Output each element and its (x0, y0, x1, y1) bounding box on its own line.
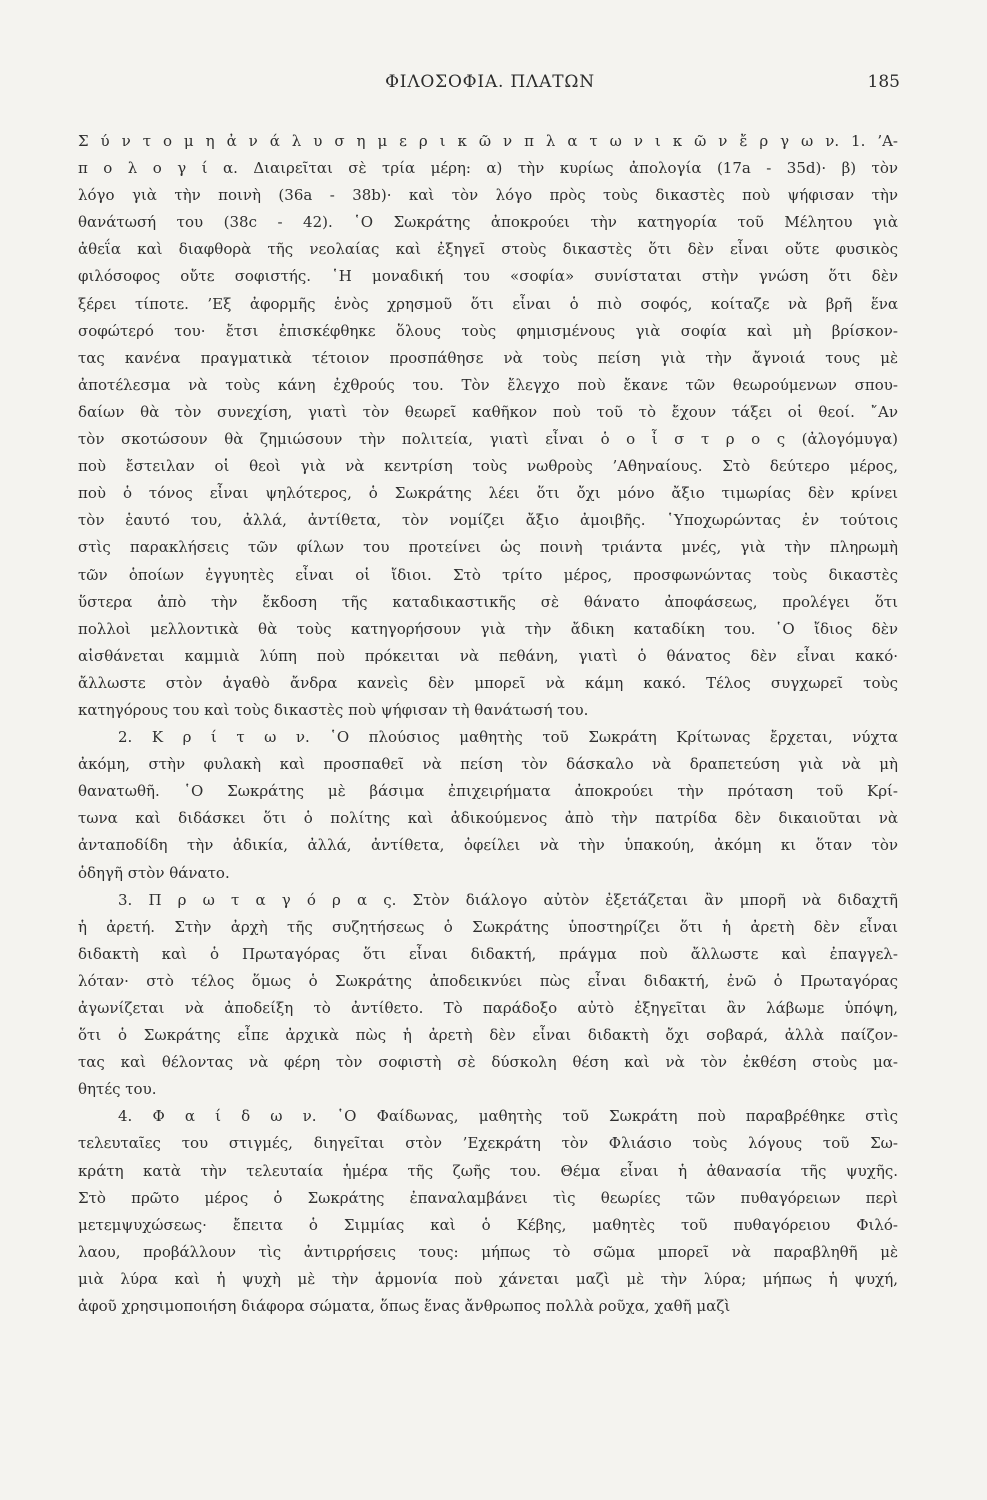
text-line: μετεμψυχώσεως· ἔπειτα ὁ Σιμμίας καὶ ὁ Κέβης, μαθητὲς τοῦ πυθαγόρειου Φιλό- (78, 1215, 898, 1234)
text-line: κράτη κατὰ τὴν τελευταία ἡμέρα τῆς ζωῆς του. Θέμα εἶναι ἡ ἀθανασία τῆς ψυχῆς. (78, 1161, 898, 1180)
text-line: ὕστερα ἀπὸ τὴν ἔκδοση τῆς καταδικαστικῆς σὲ θάνατο ἀποφάσεως, προλέγει ὅτι (78, 592, 898, 611)
header-title: ΦΙΛΟΣΟΦΙΑ. ΠΛΑΤΩΝ (385, 72, 595, 92)
text-line: στὶς παρακλήσεις τῶν φίλων του προτείνει ὡς ποινὴ τριάντα μνές, γιὰ τὴν πληρωμὴ (78, 538, 898, 557)
body-text (78, 128, 898, 1320)
text-line: 2. Κ ρ ί τ ω ν. ῾Ο πλούσιος μαθητὴς τοῦ Σωκράτη Κρίτωνας ἔρχεται, νύχτα (118, 728, 898, 747)
text-line: φιλόσοφος οὔτε σοφιστής. ῾Η μοναδική του «σοφία» συνίσταται στὴν γνώση ὅτι δὲν (78, 267, 898, 286)
text-line: τὸν σκοτώσουν θὰ ζημιώσουν τὴν πολιτεία, γιατὶ εἶναι ὁ ο ἶ σ τ ρ ο ς (ἀλογόμυγα) (78, 430, 898, 449)
text-line: τὸν ἑαυτό του, ἀλλά, ἀντίθετα, τὸν νομίζει ἄξιο ἀμοιβῆς. ῾Υποχωρώντας ἐν τούτοις (78, 511, 898, 530)
text-line: θανάτωσή του (38c - 42). ῾Ο Σωκράτης ἀποκρούει τὴν κατηγορία τοῦ Μέλητου γιὰ (78, 213, 898, 232)
text-line: ἀποτέλεσμα νὰ τοὺς κάνη ἐχθρούς του. Τὸν ἔλεγχο ποὺ ἔκανε τῶν θεωρούμενων σπου- (78, 375, 898, 394)
text-line: κατηγόρους του καὶ τοὺς δικαστὲς ποὺ ψήφισαν τὴ θανάτωσή του. (78, 700, 589, 719)
text-line: ἡ ἀρετή. Στὴν ἀρχὴ τῆς συζητήσεως ὁ Σωκράτης ὑποστηρίζει ὅτι ἡ ἀρετὴ δὲν εἶναι (78, 917, 898, 936)
text-line: πολλοὶ μελλοντικὰ θὰ τοὺς κατηγορήσουν γιὰ τὴν ἄδικη καταδίκη του. ῾Ο ἴδιος δὲν (78, 619, 898, 638)
text-line: Στὸ πρῶτο μέρος ὁ Σωκράτης ἐπαναλαμβάνει τὶς θεωρίες τῶν πυθαγόρειων περὶ (78, 1188, 898, 1207)
text-line: θητές του. (78, 1080, 157, 1099)
text-line: αἰσθάνεται καμμιὰ λύπη ποὺ πρόκειται νὰ πεθάνη, γιατὶ ὁ θάνατος δὲν εἶναι κακό· (78, 646, 898, 665)
running-head (80, 72, 900, 98)
text-line: τελευταῖες του στιγμές, διηγεῖται στὸν ’Εχεκράτη τὸν Φλιάσιο τοὺς λόγους τοῦ Σω- (78, 1134, 898, 1153)
text-line: 3. Π ρ ω τ α γ ό ρ α ς. Στὸν διάλογο αὐτὸν ἐξετάζεται ἂν μπορῆ νὰ διδαχτῆ (118, 890, 898, 909)
text-line: ἀνταποδίδη τὴν ἀδικία, ἀλλά, ἀντίθετα, ὀφείλει νὰ τὴν ὑπακούη, ἀκόμη κι ὅταν τὸν (78, 836, 898, 855)
text-line: λόγο γιὰ τὴν ποινὴ (36a - 38b)· καὶ τὸν λόγο πρὸς τοὺς δικαστὲς ποὺ ψήφισαν τὴν (78, 186, 898, 205)
text-line: ἄλλωστε στὸν ἀγαθὸ ἄνδρα κανεὶς δὲν μπορεῖ νὰ κάμη κακό. Τέλος συγχωρεῖ τοὺς (78, 673, 898, 692)
text-line: δαίων θὰ τὸν συνεχίση, γιατὶ τὸν θεωρεῖ καθῆκον ποὺ τοῦ τὸ ἔχουν τάξει οἱ θεοί. ῎Αν (78, 402, 898, 421)
text-line: τας κανένα πραγματικὰ τέτοιον προσπάθησε νὰ τοὺς πείση γιὰ τὴν ἄγνοιά τους μὲ (78, 348, 898, 367)
text-line: Σ ύ ν τ ο μ η ἀ ν ά λ υ σ η μ ε ρ ι κ ῶ ν π λ α τ ω ν ι κ ῶ ν ἔ ρ γ ω ν. 1. ’Α- (78, 132, 898, 150)
text-line: 4. Φ α ί δ ω ν. ῾Ο Φαίδωνας, μαθητὴς τοῦ Σωκράτη ποὺ παραβρέθηκε στὶς (118, 1107, 898, 1126)
text-line: ἀφοῦ χρησιμοποιήση διάφορα σώματα, ὅπως ἕνας ἄνθρωπος πολλὰ ροῦχα, χαθῆ μαζὶ (78, 1297, 731, 1316)
text-line: π ο λ ο γ ί α. Διαιρεῖται σὲ τρία μέρη: α) τὴν κυρίως ἀπολογία (17a - 35d)· β) τὸν (78, 159, 898, 178)
text-line: ὅτι ὁ Σωκράτης εἶπε ἀρχικὰ πὼς ἡ ἀρετὴ δὲν εἶναι διδακτὴ ὄχι σοβαρά, ἀλλὰ παίζον- (78, 1026, 898, 1045)
paragraph (78, 1103, 898, 1320)
paragraph (78, 128, 898, 724)
text-line: ἀγωνίζεται νὰ ἀποδείξη τὸ ἀντίθετο. Τὸ παράδοξο αὐτὸ ἐξηγεῖται ἂν λάβωμε ὑπόψη, (78, 999, 898, 1017)
text-line: τῶν ὁποίων ἐγγυητὲς εἶναι οἱ ἴδιοι. Στὸ τρίτο μέρος, προσφωνώντας τοὺς δικαστὲς (78, 565, 898, 584)
text-line: λαου, προβάλλουν τὶς ἀντιρρήσεις τους: μήπως τὸ σῶμα μπορεῖ νὰ παραβληθῆ μὲ (78, 1242, 898, 1261)
text-line: ξέρει τίποτε. ’Εξ ἀφορμῆς ἑνὸς χρησμοῦ ὅτι εἶναι ὁ πιὸ σοφός, κοίταζε νὰ βρῆ ἕνα (78, 294, 898, 313)
text-line: ἀθεΐα καὶ διαφθορὰ τῆς νεολαίας καὶ ἐξηγεῖ στοὺς δικαστὲς ὅτι δὲν εἶναι οὔτε φυσικὸς (78, 240, 898, 259)
text-line: σοφώτερό του· ἔτσι ἐπισκέφθηκε ὅλους τοὺς φημισμένους γιὰ σοφία καὶ μὴ βρίσκον- (78, 321, 898, 340)
text-line: τωνα καὶ διδάσκει ὅτι ὁ πολίτης καὶ ἀδικούμενος ἀπὸ τὴν πατρίδα δὲν δικαιοῦται νὰ (78, 809, 898, 828)
text-line: ἀκόμη, στὴν φυλακὴ καὶ προσπαθεῖ νὰ πείση τὸν δάσκαλο νὰ δραπετεύση γιὰ νὰ μὴ (78, 755, 898, 774)
text-line: ποὺ ὁ τόνος εἶναι ψηλότερος, ὁ Σωκράτης λέει ὅτι ὄχι μόνο ἄξιο τιμωρίας δὲν κρίνει (78, 484, 898, 503)
text-line: μιὰ λύρα καὶ ἡ ψυχὴ μὲ τὴν ἁρμονία ποὺ χάνεται μαζὶ μὲ τὴν λύρα; μήπως ἡ ψυχή, (78, 1269, 898, 1288)
text-line: λόταν· στὸ τέλος ὅμως ὁ Σωκράτης ἀποδεικνύει πὼς εἶναι διδακτή, ἐνῶ ὁ Πρωταγόρας (78, 971, 898, 990)
page-number: 185 (867, 72, 900, 92)
paragraph (78, 724, 898, 887)
text-line: ὁδηγῆ στὸν θάνατο. (78, 863, 230, 882)
text-line: τας καὶ θέλοντας νὰ φέρη τὸν σοφιστὴ σὲ δύσκολη θέση καὶ νὰ τὸν ἐκθέση στοὺς μα- (78, 1053, 898, 1072)
text-line: θανατωθῆ. ῾Ο Σωκράτης μὲ βάσιμα ἐπιχειρήματα ἀποκρούει τὴν πρόταση τοῦ Κρί- (78, 782, 898, 801)
text-line: διδακτὴ καὶ ὁ Πρωταγόρας ὅτι εἶναι διδακτή, πράγμα ποὺ ἄλλωστε καὶ ἐπαγγελ- (78, 944, 898, 963)
text-line: ποὺ ἔστειλαν οἱ θεοὶ γιὰ νὰ κεντρίση τοὺς νωθροὺς ’Αθηναίους. Στὸ δεύτερο μέρος, (78, 457, 898, 476)
paragraph (78, 887, 898, 1104)
